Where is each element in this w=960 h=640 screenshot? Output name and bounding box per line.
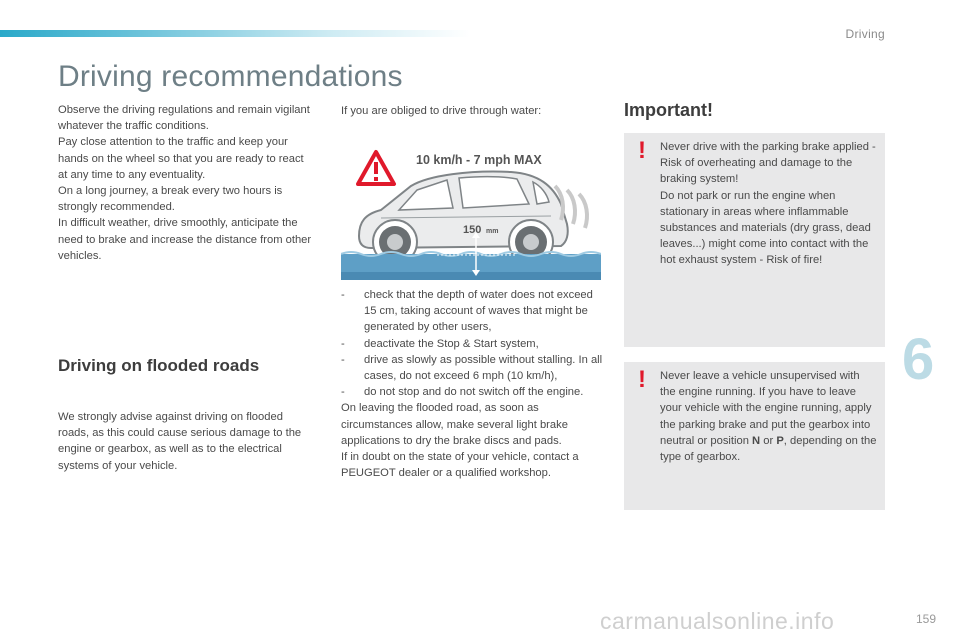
- depth-unit: mm: [486, 228, 499, 235]
- list-item: - do not stop and do not switch off the engine.: [341, 386, 584, 399]
- warning-box-parking-brake: [624, 133, 885, 347]
- intro-line: Pay close attention to the traffic and keep your hands on the wheel so that you are ready to react at any time to any eventuality.: [58, 136, 304, 181]
- page-number: 159: [915, 612, 936, 626]
- after-flood-text: On leaving the flooded road, as soon as circumstances allow, make several light brake applications to dry the brake discs and pads.: [341, 402, 568, 447]
- dealer-text: If in doubt on the state of your vehicle, contact a PEUGEOT dealer or a qualified workshop.: [341, 451, 579, 480]
- water-intro: [341, 103, 601, 119]
- water-instructions: [341, 287, 603, 481]
- exclamation-icon: !: [638, 366, 646, 393]
- list-item: - drive as slowly as possible without stalling. In all cases, do not exceed 6 mph (10 km/h),: [341, 353, 603, 383]
- watermark: carmanualsonline.info: [600, 608, 835, 634]
- flooded-roads-heading: Driving on flooded roads: [58, 356, 260, 375]
- depth-value: 150: [463, 224, 482, 236]
- speed-limit-label: 10 km/h - 7 mph MAX: [416, 153, 542, 167]
- flooded-road-illustration: [341, 142, 601, 280]
- exclamation-icon: !: [638, 137, 646, 164]
- list-item: - check that the depth of water does not exceed 15 cm, taking account of waves that might be generated by other users,: [341, 289, 593, 334]
- warning-text: Never drive with the parking brake applied - Risk of overheating and damage to the braking system! Do not park or run the engine when stationary in areas where inflammable substances and materials (dry grass, dead leaves...) might come into contact with the hot exhaust system - Risk of fire!: [660, 141, 876, 267]
- instruction-list: [341, 287, 603, 400]
- intro-line: On a long journey, a break every two hours is strongly recommended.: [58, 185, 283, 214]
- warning-box-unsupervised: [624, 362, 885, 510]
- flooded-paragraph: We strongly advise against driving on flooded roads, as this could cause serious damage to the engine or gearbox, as well as to the electrical systems of your vehicle.: [58, 411, 302, 472]
- water-intro-text: If you are obliged to drive through water:: [341, 105, 542, 117]
- important-heading: Important!: [624, 100, 713, 120]
- intro-line: Observe the driving regulations and remain vigilant whatever the traffic conditions.: [58, 104, 310, 133]
- driving-intro-text: [58, 102, 316, 264]
- page-title: Driving recommendations: [58, 60, 403, 93]
- list-item: - deactivate the Stop & Start system,: [341, 337, 539, 350]
- intro-line: In difficult weather, drive smoothly, anticipate the need to brake and increase the distance from other vehicles.: [58, 217, 312, 262]
- warning-text: Never leave a vehicle unsupervised with the engine running. If you have to leave your vehicle with the engine running, apply the parking brake and put the gearbox into neutral or position N or P, depending on the type of gearbox.: [660, 370, 877, 464]
- flooded-roads-text: [58, 409, 316, 474]
- section-header: Driving: [845, 27, 885, 41]
- header-accent-bar: [0, 30, 470, 37]
- chapter-number: 6: [902, 327, 935, 392]
